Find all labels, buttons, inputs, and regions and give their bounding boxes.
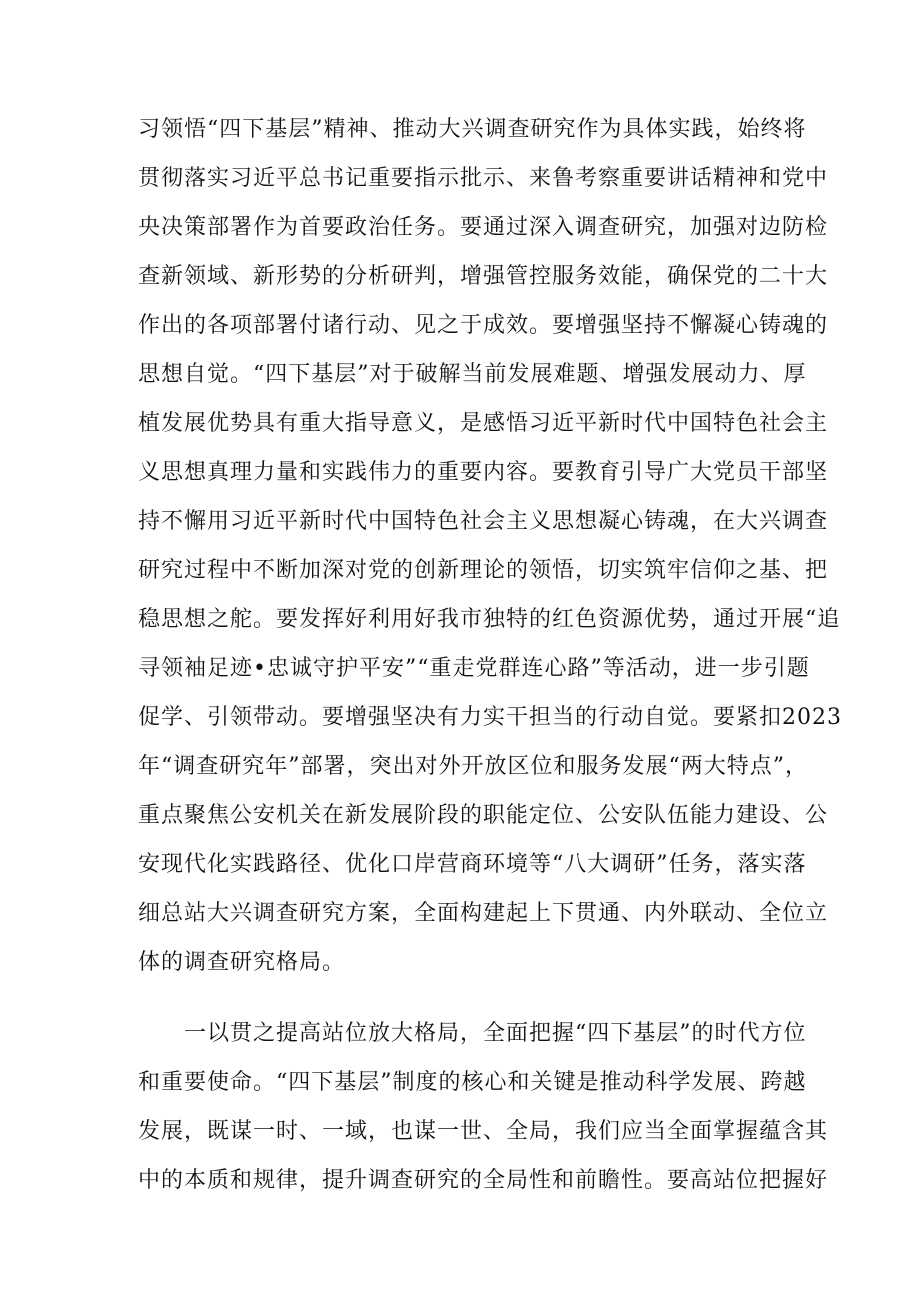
- text-line: 促学、引领带动。要增强坚决有力实干担当的行动自觉。要紧扣2023: [138, 705, 842, 730]
- text-line: 体的调查研究格局。: [138, 950, 346, 975]
- text-line: 查新领域、新形势的分析研判，增强管控服务效能，确保党的二十大: [138, 264, 829, 289]
- text-line: 作出的各项部署付诸行动、见之于成效。要增强坚持不懈凝心铸魂的: [138, 313, 829, 338]
- text-line: 年“调查研究年”部署，突出对外开放区位和服务发展“两大特点”，: [138, 754, 808, 779]
- text-line: 稳思想之舵。要发挥好利用好我市独特的红色资源优势，通过开展“追: [138, 607, 841, 632]
- text-line: 细总站大兴调查研究方案，全面构建起上下贯通、内外联动、全位立: [138, 901, 829, 926]
- paragraph-spacer: [138, 987, 790, 1009]
- text-line: 和重要使命。“四下基层”制度的核心和关键是推动科学发展、跨越: [138, 1070, 807, 1095]
- text-line: 研究过程中不断加深对党的创新理论的领悟，切实筑牢信仰之基、把: [138, 558, 829, 583]
- text-line: 安现代化实践路径、优化口岸营商环境等“八大调研”任务，落实落: [138, 852, 807, 877]
- text-line: 植发展优势具有重大指导意义，是感悟习近平新时代中国特色社会主: [138, 411, 829, 436]
- body-text: [138, 105, 842, 1205]
- text-line: 寻领袖足迹•忠诚守护平安”“重走党群连心路”等活动，进一步引题: [138, 656, 810, 681]
- text-line: 持不懈用习近平新时代中国特色社会主义思想凝心铸魂，在大兴调查: [138, 509, 829, 534]
- text-line: 中的本质和规律，提升调查研究的全局性和前瞻性。要高站位把握好: [138, 1168, 829, 1193]
- paragraph-1: [138, 105, 842, 987]
- text-line: 央决策部署作为首要政治任务。要通过深入调查研究，加强对边防检: [138, 215, 829, 240]
- text-line: 重点聚焦公安机关在新发展阶段的职能定位、公安队伍能力建设、公: [138, 803, 829, 828]
- text-line: 一以贯之提高站位放大格局，全面把握“四下基层”的时代方位: [138, 1021, 807, 1046]
- text-line: 习领悟“四下基层”精神、推动大兴调查研究作为具体实践，始终将: [138, 117, 807, 142]
- text-line: 义思想真理力量和实践伟力的重要内容。要教育引导广大党员干部坚: [138, 460, 829, 485]
- paragraph-2: [138, 1009, 829, 1205]
- text-line: 发展，既谋一时、一域，也谋一世、全局，我们应当全面掌握蕴含其: [138, 1119, 829, 1144]
- text-line: 思想自觉。“四下基层”对于破解当前发展难题、增强发展动力、厚: [138, 362, 807, 387]
- text-line: 贯彻落实习近平总书记重要指示批示、来鲁考察重要讲话精神和党中: [138, 166, 829, 191]
